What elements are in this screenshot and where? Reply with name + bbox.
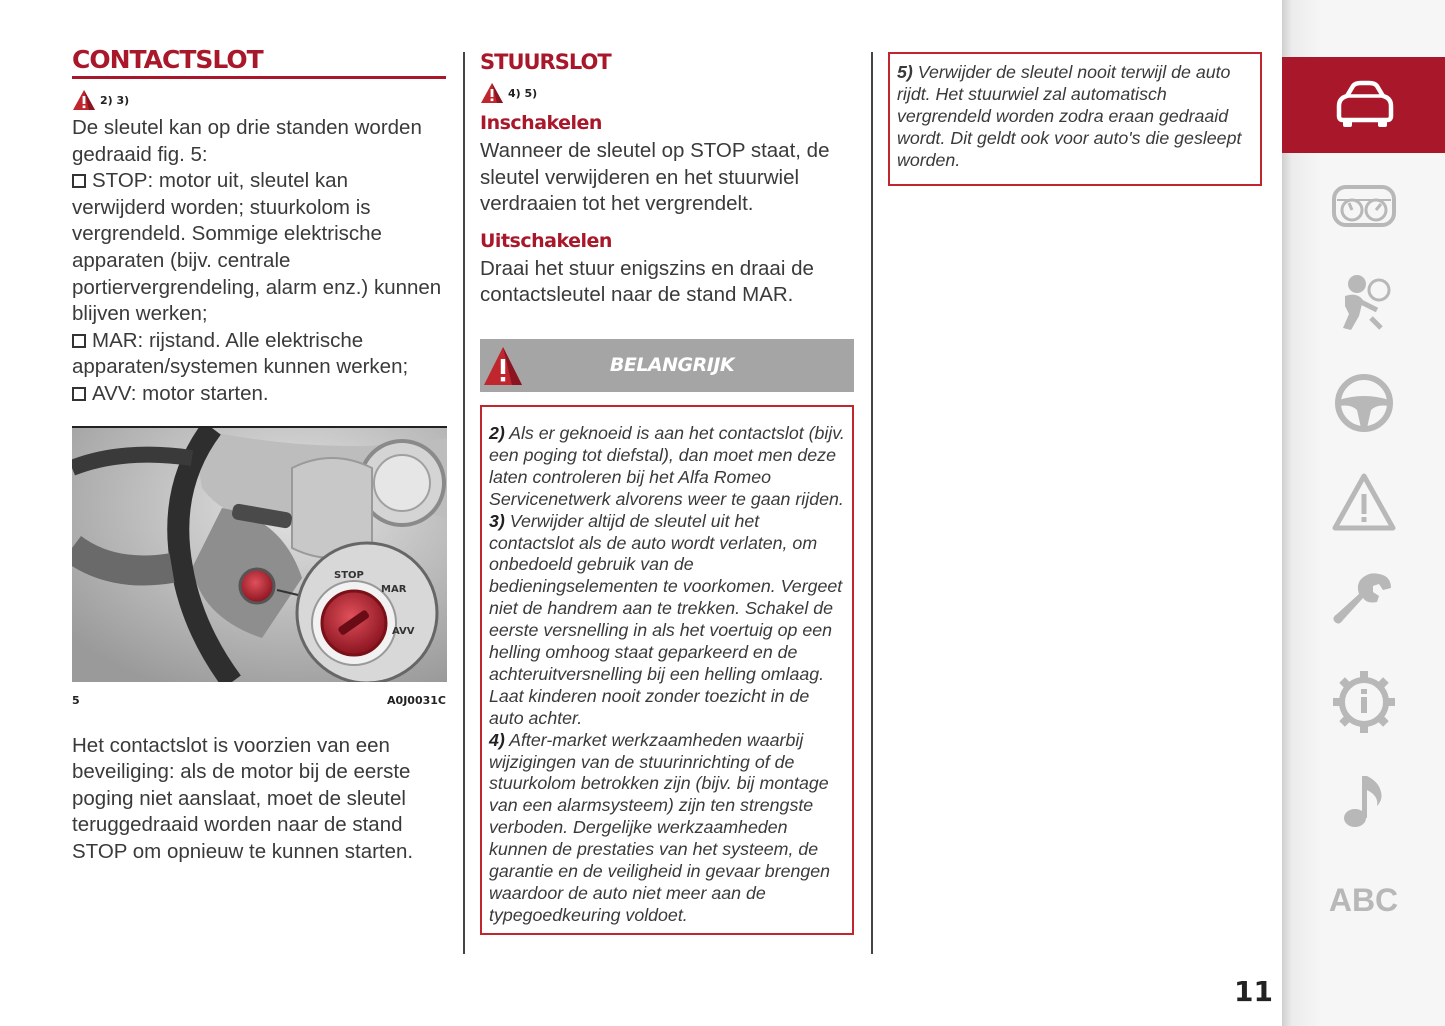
warning-refs (480, 82, 854, 104)
warning-triangle-icon (1331, 470, 1397, 536)
figure-code: A0J0031C (387, 693, 446, 707)
note-box (888, 52, 1262, 186)
car-icon (1331, 72, 1397, 138)
tab-dashboard[interactable] (1282, 158, 1445, 254)
bullet-icon (72, 387, 86, 401)
figure-label-stop: STOP (334, 569, 364, 581)
subheading-inschakelen: Inschakelen (480, 112, 602, 134)
figure-number: 5 (72, 693, 80, 707)
unlock-text: Draai het stuur enigszins en draai de contactsleutel naar de stand MAR. (480, 256, 814, 307)
tab-maintenance[interactable] (1282, 553, 1445, 649)
list-item: MAR: rijstand. Alle elektrische apparaten/systemen kunnen werken; (72, 328, 409, 379)
music-note-icon (1331, 768, 1397, 834)
figure-label-avv: AVV (392, 625, 415, 637)
intro-text: De sleutel kan op drie standen worden gedraaid fig. 5: (72, 116, 422, 166)
tab-steering[interactable] (1282, 355, 1445, 451)
outro-text: Het contactslot is voorzien van een beveiliging: als de motor bij de eerste poging niet aanslaat, moet de sleutel teruggedraaid worden naar de stand STOP om opnieuw te kunnen starten. (72, 733, 414, 863)
tab-multimedia[interactable] (1282, 753, 1445, 849)
important-banner (480, 339, 854, 392)
warning-icon (480, 339, 526, 392)
note-item: 3) Verwijder altijd de sleutel uit het contactslot als de auto wordt verlaten, om onbedoeld gebruik van de bedieningselementen te voorkomen. Vergeet niet de handrem aan te trekken. Schakel de eerste versnelling in als het voertuig op een helling omhoog staat geparkeerd en de achteruitversnelling bij een helling omlaag. Laat kinderen nooit zonder toezicht in de auto achter. (489, 510, 843, 728)
figure-label-mar: MAR (381, 583, 407, 595)
middle-column (480, 48, 854, 935)
warning-icon (480, 82, 504, 104)
column-divider (871, 52, 873, 954)
warning-refs-text: 2) 3) (100, 93, 130, 107)
index-label: ABC (1328, 881, 1399, 918)
wrench-icon (1331, 568, 1397, 634)
ignition-figure (72, 426, 447, 682)
warning-refs (72, 89, 446, 111)
bullet-icon (72, 334, 86, 348)
tab-index[interactable] (1282, 852, 1445, 948)
banner-title: BELANGRIJK (609, 354, 735, 377)
right-column (888, 52, 1262, 186)
notes-box (480, 405, 854, 935)
column-divider (463, 52, 465, 954)
tab-safety[interactable] (1282, 255, 1445, 351)
list-item: AVV: motor starten. (72, 381, 446, 408)
steering-wheel-icon (1331, 370, 1397, 436)
bullet-icon (72, 174, 86, 188)
section-heading-contactslot: CONTACTSLOT (72, 44, 446, 79)
tab-car[interactable] (1282, 57, 1445, 153)
subheading-uitschakelen: Uitschakelen (480, 229, 612, 252)
note-item: 2) Als er geknoeid is aan het contactslot (bijv. een poging tot diefstal), dan moet men deze laten controleren bij het Alfa Romeo Servicenetwerk alvorens weer te gaan rijden. (489, 422, 845, 509)
list-item: STOP: motor uit, sleutel kan verwijderd worden; stuurkolom is vergrendeld. Sommige elektrische apparaten (bijv. centrale portiervergrendeling, alarm enz.) kunnen blijven werken; (72, 169, 442, 326)
ignition-illustration (72, 428, 447, 682)
airbag-occupant-icon (1331, 270, 1397, 336)
technical-data-icon (1331, 669, 1397, 735)
tab-warnings[interactable] (1282, 455, 1445, 551)
dashboard-icon (1331, 173, 1397, 239)
figure-caption (72, 694, 446, 707)
chapter-sidebar (1282, 0, 1445, 1026)
tab-technical-data[interactable] (1282, 654, 1445, 750)
warning-icon (72, 89, 96, 111)
note-item: 5) Verwijder de sleutel nooit terwijl de auto rijdt. Het stuurwiel zal automatisch vergrendeld worden zodra eraan gedraaid wordt. Dit geldt ook voor auto's die gesleept worden. (897, 62, 1242, 170)
left-column (72, 44, 446, 866)
note-item: 4) After-market werkzaamheden waarbij wijzigingen van de stuurinrichting of de stuurkolom betrokken zijn (bijv. bij montage van een alarmsysteem) zijn ten strengste verboden. Dergelijke werkzaamheden kunnen de prestaties van het systeem, de garantie en de veiligheid in gevaar brengen waardoor de auto niet meer aan de typegoedkeuring voldoet. (489, 729, 831, 925)
warning-refs-text: 4) 5) (508, 86, 538, 100)
lock-text: Wanneer de sleutel op STOP staat, de sleutel verwijderen en het stuurwiel verdraaien tot het vergrendelt. (480, 139, 830, 216)
section-heading-stuurslot: STUURSLOT (480, 50, 611, 74)
page-number: 11 (1234, 975, 1273, 1008)
